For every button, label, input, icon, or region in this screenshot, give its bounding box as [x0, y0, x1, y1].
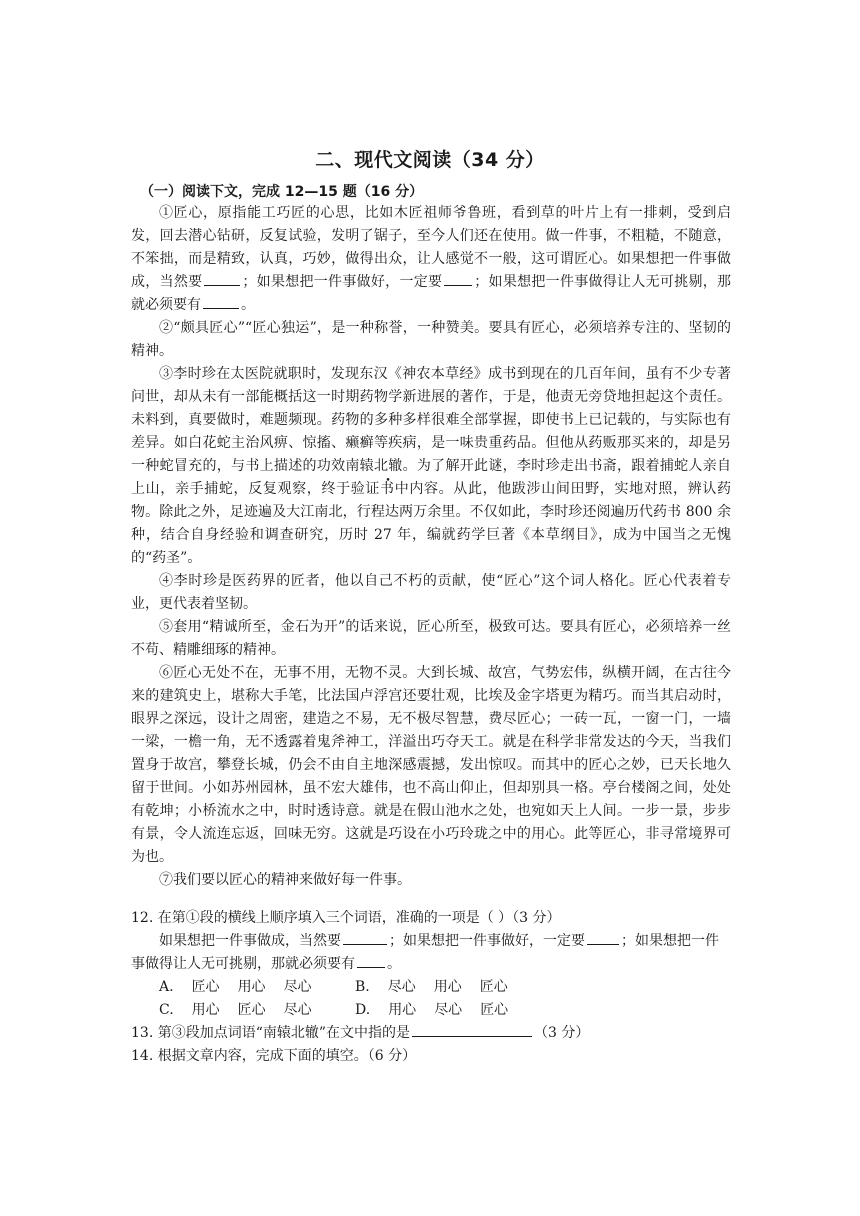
paragraph-3: ③李时珍在太医院就职时，发现东汉《神农本草经》成书到现在的几百年间，虽有不少专著问世，却从未有一部能概括这一时期药物学新进展的著作，于是，他责无旁贷地担起这个责任。未料到，真要做时，难题频现。药物的多种多样很难全部掌握，即使书上已记载的，与实际也有差异。如白花蛇主治风痹、惊搐、癞癣等疾病，是一味贵重药品。但他从药贩那买来的，却是另一种蛇冒充的，与书上描述的功效南辕北辙。为了解开此谜，李时珍走出书斋，跟着捕蛇人亲自上山，亲手捕蛇，反复观察，终于验证书中内容。从此，他跋涉山间田野，实地对照，辨认药物。除此之外，足迹遍及大江南北，行程达两万余里。不仅如此，李时珍还阅遍历代药书 800 余种，结合自身经验和调查研究，历时 27 年，编就药学巨著《本草纲目》，成为中国当之无愧的“药圣”。	[131, 366, 732, 566]
question-list	[131, 907, 731, 1068]
q13-blank[interactable]	[412, 1022, 532, 1037]
section-title: 二、现代文阅读（34 分）	[315, 149, 545, 171]
paragraph-1: ①匠心，原指能工巧匠的心思，比如木匠祖师爷鲁班，看到草的叶片上有一排刺，受到启发，回去潜心钻研，反复试验，发明了锯子，至今人们还在使用。做一件事，不粗糙，不随意，不笨拙，而是精致，认真，巧妙，做得出众，让人感觉不一般，这可谓匠心。如果想把一件事做成，当然要 ；如果想把一件事做好，一定要 ；如果想把一件事做得让人无可挑剔，那就必须要有 。	[131, 205, 732, 313]
paragraph-6: ⑥匠心无处不在，无事不用，无物不灵。大到长城、故宫，气势宏伟，纵横开阔，在古往今来的建筑史上，堪称大手笔，比法国卢浮宫还要壮观，比埃及金字塔更为精巧。而当其启动时，眼界之深远，设计之周密，建造之不易，无不极尽智慧，费尽匠心；一砖一瓦，一窗一门，一墙一梁，一檐一角，无不透露着鬼斧神工，洋溢出巧夺天工。就是在科学非常发达的今天，当我们置身于故宫，攀登长城，仍会不由自主地深感震撼，发出惊叹。而其中的匠心之妙，已天长地久留于世间。小如苏州园林，虽不宏大雄伟，也不高山仰止，但却别具一格。亭台楼阁之间，处处有乾坤；小桥流水之中，时时透诗意。就是在假山池水之处，也宛如天上人间。一步一景，步步有景，令人流连忘返，回味无穷。这就是巧设在小巧玲珑之中的用心。此等匠心，非寻常境界可为也。	[131, 665, 731, 865]
question-12-stem: 12. 在第①段的横线上顺序填入三个词语，准确的一项是（ ）（3 分）	[131, 910, 561, 926]
option-c[interactable]: C. 用心 匠心 尽心	[159, 1002, 312, 1018]
question-13: 13. 第③段加点词语“南辕北辙”在文中指的是 （3 分）	[131, 1022, 731, 1045]
q12-blank-2[interactable]	[587, 930, 619, 945]
option-b[interactable]: B. 尽心 用心 匠心	[355, 979, 508, 995]
option-d[interactable]: D. 用心 尽心 匠心	[355, 1002, 509, 1018]
paragraph-7: ⑦我们要以匠心的精神来做好每一件事。	[159, 872, 411, 888]
q12-blank-3[interactable]	[357, 953, 385, 968]
blank-3[interactable]	[203, 294, 239, 309]
reading-passage	[131, 202, 731, 892]
dotted-term: 南辕北辙	[345, 458, 403, 474]
reading-subheading: （一）阅读下文，完成 12—15 题（16 分）	[140, 184, 424, 200]
question-12-options	[131, 976, 731, 1022]
blank-2[interactable]	[444, 271, 472, 286]
paragraph-5: ⑤套用“精诚所至，金石为开”的话来说，匠心所至，极致可达。要具有匠心，必须培养一丝不苟、精雕细琢的精神。	[131, 619, 731, 658]
question-12-sentence: 如果想把一件事做成，当然要 ；如果想把一件事做好，一定要 ；如果想把一件事做得让人无可挑剔，那就必须要有 。	[131, 930, 731, 976]
paragraph-4: ④李时珍是医药界的匠者，他以自己不朽的贡献，使“匠心”这个词人格化。匠心代表着专业，更代表着坚韧。	[131, 573, 731, 612]
question-14: 14. 根据文章内容，完成下面的填空。（6 分）	[131, 1048, 417, 1064]
paragraph-2: ②“颇具匠心”“匠心独运”，是一种称誉，一种赞美。要具有匠心，必须培养专注的、坚韧的精神。	[131, 320, 731, 359]
blank-1[interactable]	[204, 271, 240, 286]
option-a[interactable]: A. 匠心 用心 尽心	[159, 979, 312, 995]
q12-blank-1[interactable]	[343, 930, 387, 945]
